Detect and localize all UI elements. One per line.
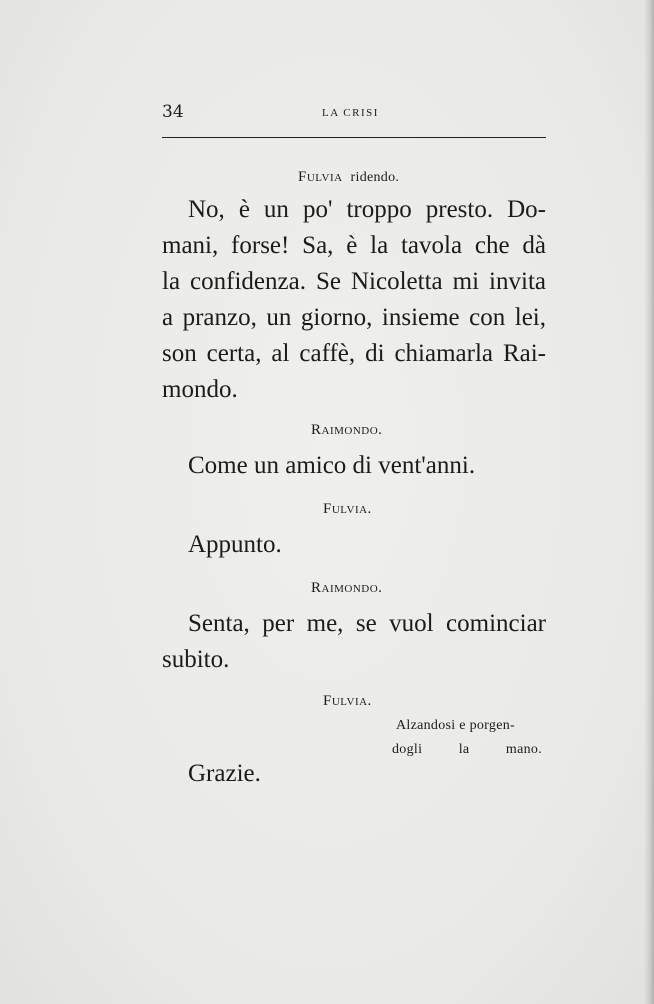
speech-line: mani, forse! Sa, è la tavola che dà <box>162 232 546 259</box>
speaker-name: Fulvia. <box>323 501 372 517</box>
running-title: LA CRISI <box>322 107 379 119</box>
speaker-name: Raimondo. <box>311 422 383 438</box>
page-edge-shadow <box>644 0 654 1004</box>
speaker-heading <box>298 168 399 186</box>
speech-line: la confidenza. Se Nicoletta mi invita <box>162 268 546 295</box>
speaker-name: Raimondo. <box>311 580 383 596</box>
stage-direction: dogli la mano. <box>392 742 542 757</box>
speech-line: son certa, al caffè, di chiamarla Rai- <box>162 340 546 367</box>
stage-direction: ridendo. <box>350 170 400 185</box>
speech-line: Appunto. <box>188 531 282 558</box>
stage-direction: Alzandosi e porgen- <box>396 718 515 733</box>
speaker-name: Fulvia <box>298 169 343 185</box>
speech-line: Grazie. <box>188 760 261 787</box>
speech-line: subito. <box>162 646 230 673</box>
speech-line: Senta, per me, se vuol cominciar <box>188 610 546 637</box>
speech-line: Come un amico di vent'anni. <box>188 452 476 479</box>
speech-line: a pranzo, un giorno, insieme con lei, <box>162 304 546 331</box>
page-number: 34 <box>162 102 184 122</box>
speaker-name: Fulvia. <box>323 693 372 709</box>
page-header <box>162 102 546 126</box>
speech-line: No, è un po' troppo presto. Do- <box>188 196 546 223</box>
header-rule <box>162 137 546 138</box>
speech-line: mondo. <box>162 376 238 403</box>
